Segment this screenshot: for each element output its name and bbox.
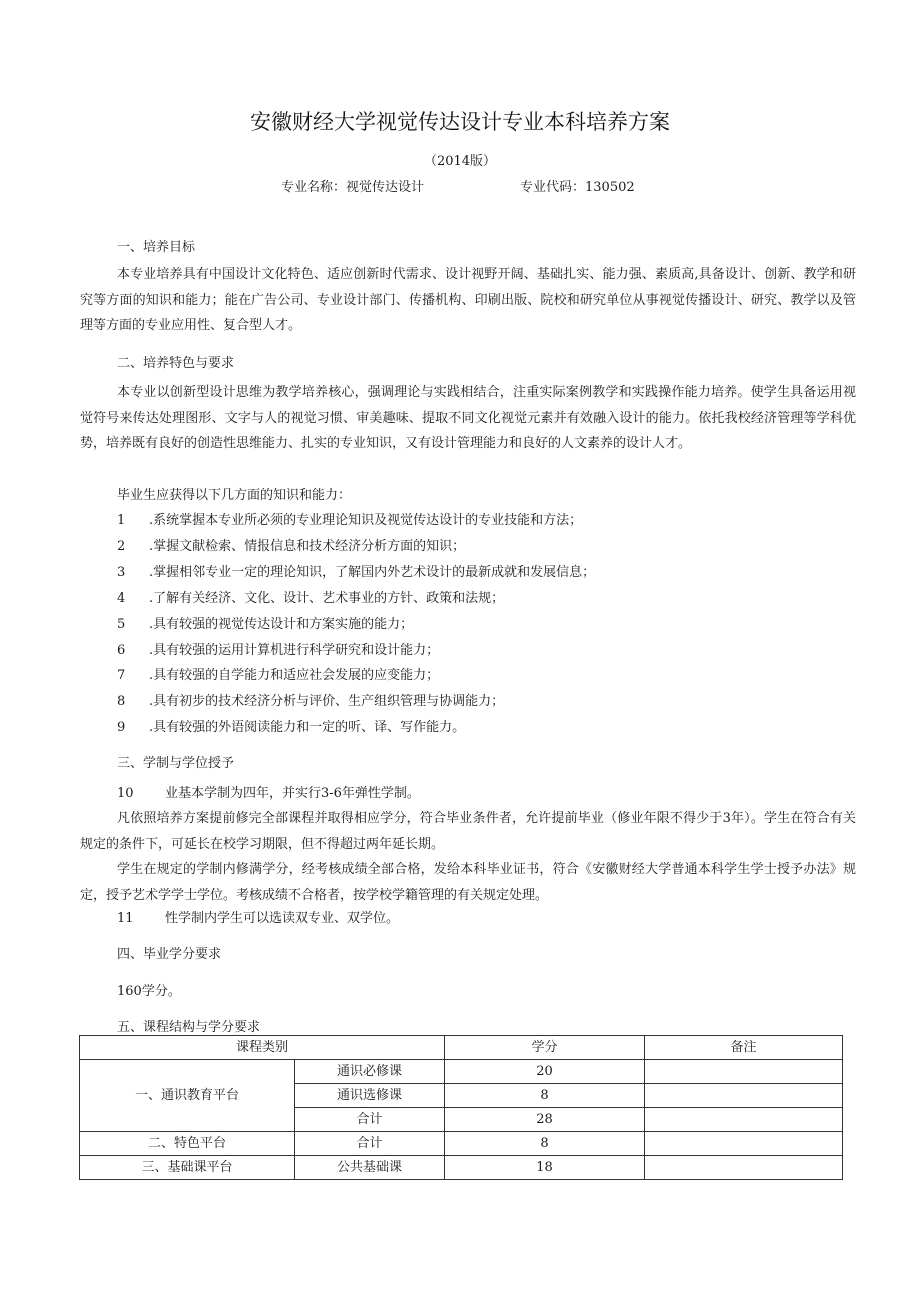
course-credit: 20 bbox=[445, 1060, 645, 1084]
platform-basic: 三、基础课平台 bbox=[80, 1156, 295, 1180]
abilities-intro: 毕业生应获得以下几方面的知识和能力： bbox=[117, 488, 352, 503]
list-item: 2 .掌握文献检索、情报信息和技术经济分析方面的知识； bbox=[117, 539, 466, 554]
platform-general: 一、通识教育平台 bbox=[80, 1060, 295, 1132]
table-row bbox=[80, 1132, 843, 1156]
table-row bbox=[80, 1060, 843, 1084]
course-credit: 28 bbox=[445, 1108, 645, 1132]
header-notes: 备注 bbox=[645, 1036, 843, 1060]
section-2-paragraph: 本专业以创新型设计思维为教学培养核心，强调理论与实践相结合，注重实际案例教学和实践操作能力培养。使学生具备运用视觉符号来传达处理图形、文字与人的视觉习惯、审美趣味、提取不同文化视觉元素并有效融入设计的能力。依托我校经济管理等学科优势，培养既有良好的创造性思维能力、扎实的专业知识，又有设计管理能力和良好的人文素养的设计人才。 bbox=[80, 385, 856, 451]
section-heading-5: 五、课程结构与学分要求 bbox=[117, 1020, 261, 1035]
major-code: 专业代码：130502 bbox=[520, 180, 635, 195]
course-name: 公共基础课 bbox=[295, 1156, 445, 1180]
list-item: 1 .系统掌握本专业所必须的专业理论知识及视觉传达设计的专业技能和方法； bbox=[117, 513, 583, 528]
section-heading-1: 一、培养目标 bbox=[117, 240, 196, 255]
section-heading-3: 三、学制与学位授予 bbox=[117, 756, 235, 771]
course-note bbox=[645, 1132, 843, 1156]
list-item: 7 .具有较强的自学能力和适应社会发展的应变能力； bbox=[117, 668, 440, 683]
list-item: 3 .掌握相邻专业一定的理论知识，了解国内外艺术设计的最新成就和发展信息； bbox=[117, 565, 596, 580]
section-heading-2: 二、培养特色与要求 bbox=[117, 356, 235, 371]
section-heading-4: 四、毕业学分要求 bbox=[117, 947, 222, 962]
table-row bbox=[80, 1156, 843, 1180]
course-name: 合计 bbox=[295, 1132, 445, 1156]
course-note bbox=[645, 1060, 843, 1084]
edition-label: （2014版） bbox=[423, 154, 497, 169]
course-note bbox=[645, 1108, 843, 1132]
course-credit: 8 bbox=[445, 1132, 645, 1156]
course-name: 通识必修课 bbox=[295, 1060, 445, 1084]
list-item: 8 .具有初步的技术经济分析与评价、生产组织管理与协调能力； bbox=[117, 694, 505, 709]
total-credits: 160学分。 bbox=[117, 984, 181, 999]
list-item: 11 性学制内学生可以选读双专业、双学位。 bbox=[117, 911, 400, 926]
course-credit: 18 bbox=[445, 1156, 645, 1180]
course-credit: 8 bbox=[445, 1084, 645, 1108]
header-category: 课程类别 bbox=[80, 1036, 445, 1060]
course-note bbox=[645, 1156, 843, 1180]
section-1-paragraph: 本专业培养具有中国设计文化特色、适应创新时代需求、设计视野开阔、基础扎实、能力强、素质高,具备设计、创新、教学和研究等方面的知识和能力；能在广告公司、专业设计部门、传播机构、印刷出版、院校和研究单位从事视觉传播设计、研究、教学以及管理等方面的专业应用性、复合型人才。 bbox=[80, 267, 856, 333]
course-note bbox=[645, 1084, 843, 1108]
document-title: 安徽财经大学视觉传达设计专业本科培养方案 bbox=[250, 110, 670, 134]
course-name: 通识选修课 bbox=[295, 1084, 445, 1108]
list-item: 10 业基本学制为四年，并实行3-6年弹性学制。 bbox=[117, 786, 420, 801]
platform-special: 二、特色平台 bbox=[80, 1132, 295, 1156]
list-item: 9 .具有较强的外语阅读能力和一定的听、译、写作能力。 bbox=[117, 720, 466, 735]
list-item: 4 .了解有关经济、文化、设计、艺术事业的方针、政策和法规； bbox=[117, 591, 505, 606]
section-3-paragraph-1: 凡依照培养方案提前修完全部课程并取得相应学分，符合毕业条件者，允许提前毕业（修业年限不得少于3年）。学生在符合有关规定的条件下，可延长在校学习期限，但不得超过两年延长期。 bbox=[80, 811, 856, 852]
list-item: 5 .具有较强的视觉传达设计和方案实施的能力； bbox=[117, 617, 414, 632]
major-name: 专业名称：视觉传达设计 bbox=[281, 180, 425, 195]
course-name: 合计 bbox=[295, 1108, 445, 1132]
table-header-row bbox=[80, 1036, 843, 1060]
header-credits: 学分 bbox=[445, 1036, 645, 1060]
section-3-paragraph-2: 学生在规定的学制内修满学分，经考核成绩全部合格，发给本科毕业证书，符合《安徽财经大学普通本科学生学士授予办法》规定，授予艺术学学士学位。考核成绩不合格者，按学校学籍管理的有关规定处理。 bbox=[80, 862, 856, 903]
course-structure-table bbox=[79, 1035, 843, 1180]
list-item: 6 .具有较强的运用计算机进行科学研究和设计能力； bbox=[117, 643, 440, 658]
